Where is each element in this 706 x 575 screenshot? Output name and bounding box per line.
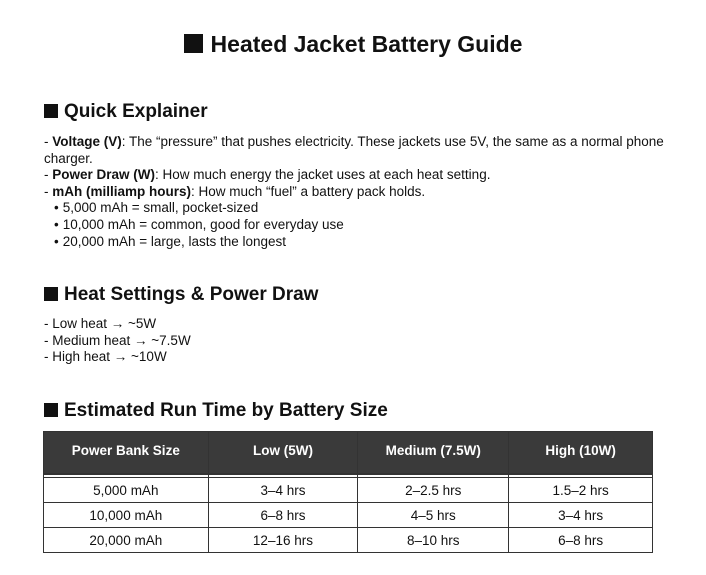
table-cell: 3–4 hrs [208,478,358,503]
mah-text: : How much “fuel” a battery pack holds. [191,183,426,199]
run-time-table [43,431,653,553]
table-cell: 6–8 hrs [208,503,358,528]
heat-settings-heading [44,283,318,307]
table-cell: 6–8 hrs [509,528,653,553]
column-header-power-bank-size: Power Bank Size [44,432,209,475]
page-title-text: Heated Jacket Battery Guide [210,31,523,57]
bullet-dot-icon: • [54,216,59,232]
heat-settings-heading-text: Heat Settings & Power Draw [64,284,319,305]
column-header-low: Low (5W) [208,432,358,475]
table-cell: 1.5–2 hrs [509,478,653,503]
mah-term: mAh (milliamp hours) [52,183,192,199]
heat-settings-list [44,316,664,366]
heat-setting-high: - High heat → ~10W [44,349,167,365]
table-cell: 4–5 hrs [358,503,509,528]
square-bullet-icon [44,403,58,417]
list-item [44,234,664,251]
run-time-heading-text: Estimated Run Time by Battery Size [64,400,388,421]
voltage-text: : The “pressure” that pushes electricity. These jackets use 5V, the same as a normal phone charger. [44,134,664,166]
table-row [44,478,653,503]
power-draw-text: : How much energy the jacket uses at each heat setting. [155,167,491,183]
table-cell: 5,000 mAh [44,478,209,503]
column-header-high: High (10W) [509,432,653,475]
quick-explainer-section [44,134,664,250]
table-cell: 20,000 mAh [44,528,209,553]
table-cell: 3–4 hrs [509,503,653,528]
quick-explainer-heading-text: Quick Explainer [64,101,208,122]
table-cell: 10,000 mAh [44,503,209,528]
table-cell: 8–10 hrs [358,528,509,553]
bullet-text: 5,000 mAh = small, pocket-sized [62,200,259,216]
square-bullet-icon [184,34,203,53]
table-cell: 2–2.5 hrs [358,478,509,503]
table-row [44,528,653,553]
table-row [44,503,653,528]
list-dash: - [44,183,53,199]
heat-setting-low: - Low heat → ~5W [44,316,157,331]
voltage-term: Voltage (V) [52,134,122,149]
quick-explainer-heading [44,100,208,124]
square-bullet-icon [44,104,58,118]
column-header-medium: Medium (7.5W) [358,432,509,475]
power-draw-term: Power Draw (W) [52,167,156,183]
list-dash: - [44,167,53,183]
list-item [44,200,664,217]
power-draw-definition [44,167,664,184]
bullet-text: 10,000 mAh = common, good for everyday use [62,216,344,232]
square-bullet-icon [44,287,58,301]
heat-setting-medium: - Medium heat → ~7.5W [44,332,191,348]
mah-definition [44,184,664,201]
table-cell: 12–16 hrs [208,528,358,553]
bullet-dot-icon: • [54,233,59,249]
bullet-dot-icon: • [54,200,59,216]
list-dash: - [44,134,53,149]
bullet-text: 20,000 mAh = large, lasts the longest [62,233,286,249]
run-time-heading [44,399,388,423]
table-header-row [44,432,653,475]
list-item [44,217,664,234]
page-title [0,29,706,59]
voltage-definition [44,134,664,167]
